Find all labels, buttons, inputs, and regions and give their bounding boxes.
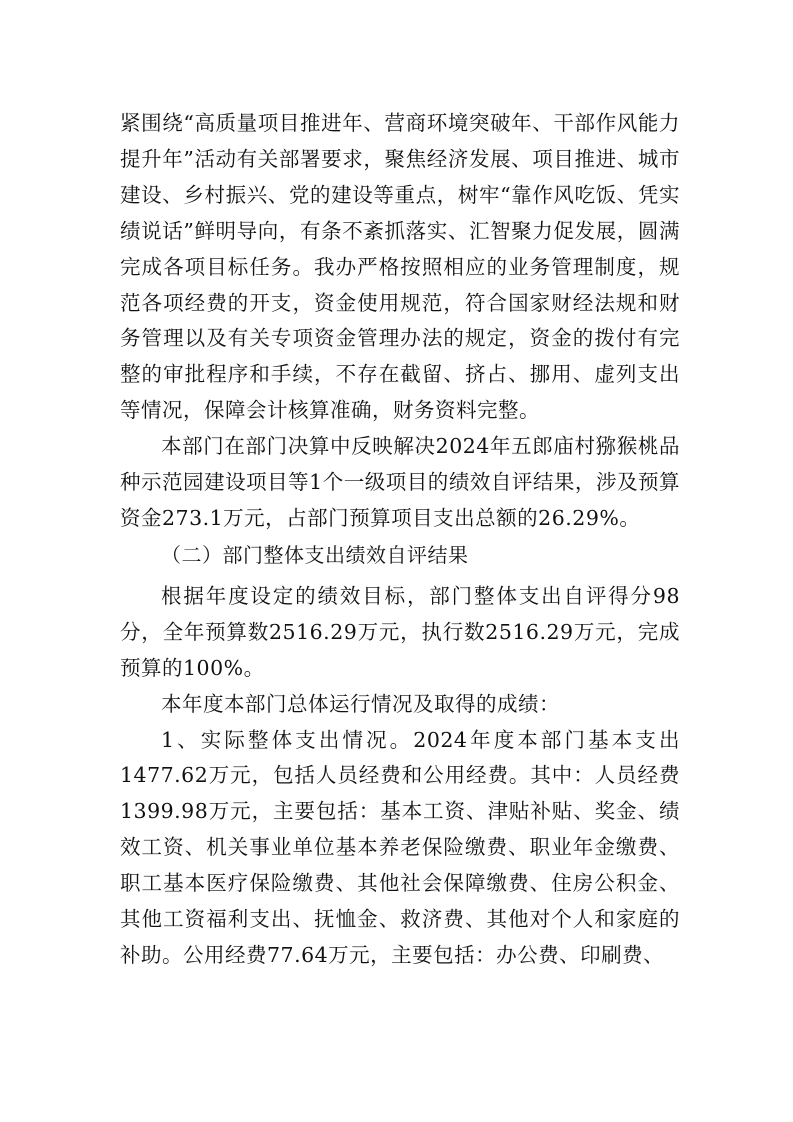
document-body [120,106,680,974]
paragraph-overall-score: 根据年度设定的绩效目标，部门整体支出自评得分98分，全年预算数2516.29万元，执行数2516.29万元，完成预算的100%。 [120,583,680,680]
section-heading: （二）部门整体支出绩效自评结果 [161,542,469,567]
paragraph-project-self-evaluation: 本部门在部门决算中反映解决2024年五郎庙村猕猴桃品种示范园建设项目等1个一级项目的绩效自评结果，涉及预算资金273.1万元，占部门预算项目支出总额的26.29%。 [120,434,680,530]
paragraph-actual-expenditure: 1、实际整体支出情况。2024年度本部门基本支出1477.62万元，包括人员经费和公用经费。其中：人员经费1399.98万元，主要包括：基本工资、津贴补贴、奖金、绩效工资、机关事业单位基本养老保险缴费、职业年金缴费、职工基本医疗保险缴费、其他社会保障缴费、住房公积金、其他工资福利支出、抚恤金、救济费、其他对个人和家庭的补助。公用经费77.64万元，主要包括：办公费、印刷费、 [120,727,680,967]
paragraph-achievements-intro: 本年度本部门总体运行情况及取得的成绩： [161,691,560,716]
paragraph-continuation: 紧围绕“高质量项目推进年、营商环境突破年、干部作风能力提升年”活动有关部署要求，聚焦经济发展、项目推进、城市建设、乡村振兴、党的建设等重点，树牢“靠作风吃饭、凭实绩说话”鲜明导向，有条不紊抓落实、汇智聚力促发展，圆满完成各项目标任务。我办严格按照相应的业务管理制度，规范各项经费的开支，资金使用规范，符合国家财经法规和财务管理以及有关专项资金管理办法的规定，资金的拨付有完整的审批程序和手续，不存在截留、挤占、挪用、虚列支出等情况，保障会计核算准确，财务资料完整。 [120,111,680,423]
